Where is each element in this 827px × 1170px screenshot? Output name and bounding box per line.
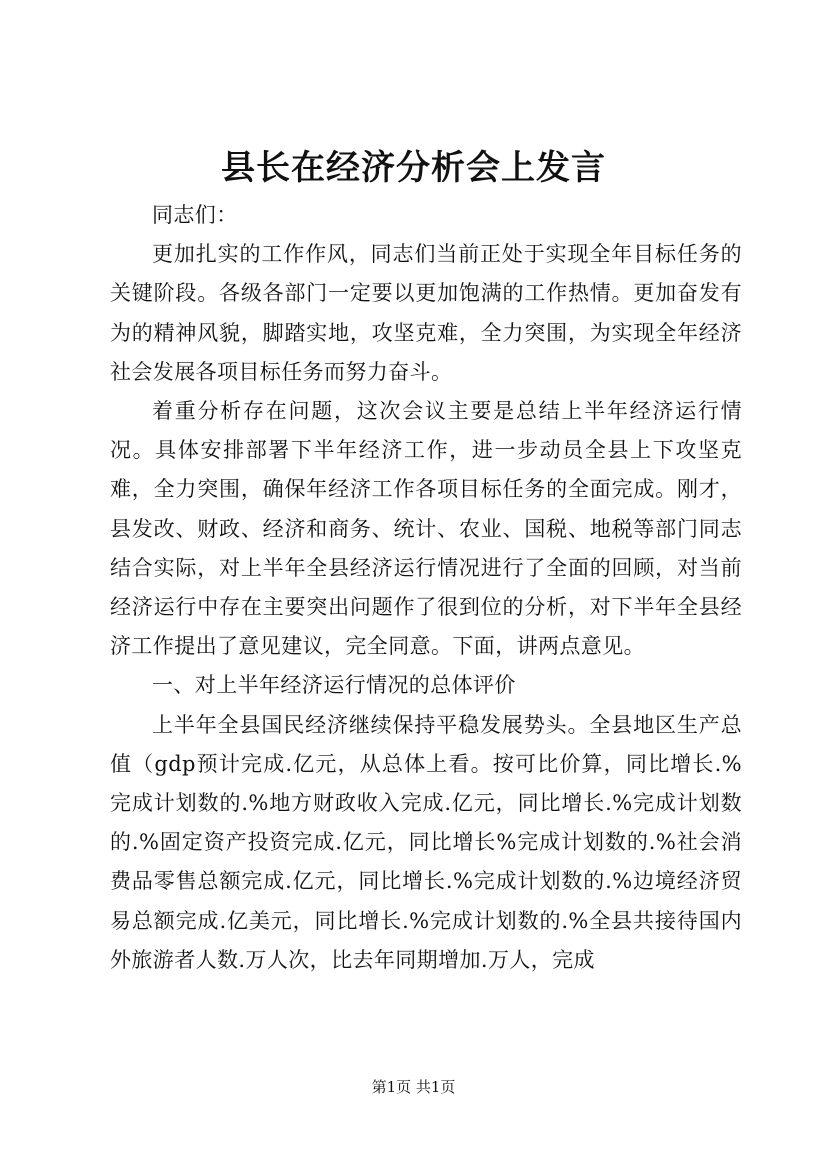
paragraph-2: 着重分析存在问题，这次会议主要是总结上半年经济运行情况。具体安排部署下半年经济工作，进一步动员全县上下攻坚克难，全力突围，确保年经济工作各项目标任务的全面完成。刚才，县发改、财政、经济和商务、统计、农业、国税、地税等部门同志结合实际，对上半年全县经济运行情况进行了全面的回顾，对当前经济运行中存在主要突出问题作了很到位的分析，对下半年全县经济工作提出了意见建议，完全同意。下面，讲两点意见。 xyxy=(110,399,742,659)
paragraph-3: 上半年全县国民经济继续保持平稳发展势头。全县地区生产总值（gdp预计完成.亿元，从总体上看。按可比价算，同比增长.%完成计划数的.%地方财政收入完成.亿元，同比增长.%完成计划数的.%固定资产投资完成.亿元，同比增长%完成计划数的.%社会消费品零售总额完成.亿元，同比增长.%完成计划数的.%边境经济贸易总额完成.亿美元，同比增长.%完成计划数的.%全县共接待国内外旅游者人数.万人次，比去年同期增加.万人，完成 xyxy=(110,712,742,972)
salutation: 同志们： xyxy=(152,203,238,227)
document-body xyxy=(110,196,742,980)
section-heading-1: 一、对上半年经济运行情况的总体评价 xyxy=(152,673,516,698)
document-title: 县长在经济分析会上发言 xyxy=(221,148,606,188)
paragraph-1: 更加扎实的工作作风，同志们当前正处于实现全年目标任务的关键阶段。各级各部门一定要以更加饱满的工作热情。更加奋发有为的精神风貌，脚踏实地，攻坚克难，全力突围，为实现全年经济社会发展各项目标任务而努力奋斗。 xyxy=(110,242,742,384)
page-footer: 第1页 共1页 xyxy=(371,1078,456,1096)
